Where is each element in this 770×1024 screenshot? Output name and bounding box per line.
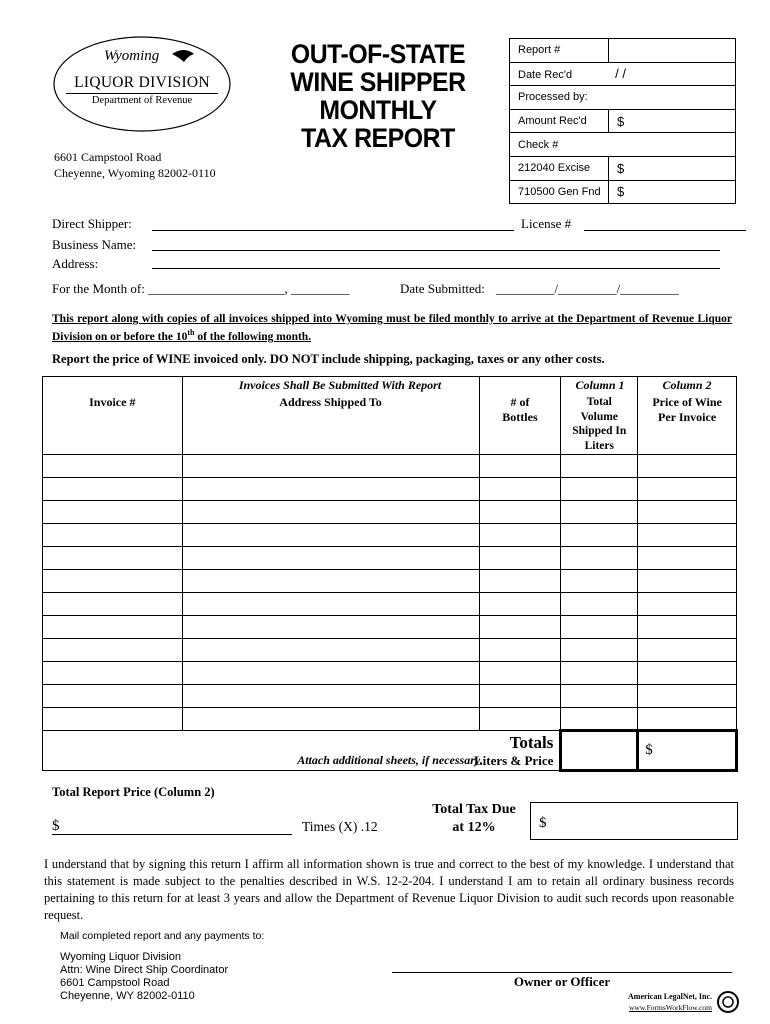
bottles-header-line1: # of (510, 395, 530, 409)
footer-url[interactable]: www.FormsWorkFlow.com (628, 1003, 712, 1012)
address-note: Invoices Shall Be Submitted With Report (238, 378, 442, 392)
total-report-price-label: Total Report Price (Column 2) (52, 785, 215, 799)
processed-by-field[interactable] (510, 86, 736, 110)
table-row[interactable] (43, 524, 737, 547)
total-liters-field[interactable] (561, 731, 638, 771)
affirmation-statement: I understand that by signing this return I affirm all information shown is true and correct to the best of my knowledge. I understand that this statement is made subject to the penalties described in W.S. 12-2-204. I understand I am to retain all ordinary business records pertaining to this return for at least 3 years and allow the Department of Revenue Liquor Division to audit such records upon reasonable request. (44, 857, 734, 922)
volume-header-line2: Volume (580, 410, 618, 423)
column2-label: Column 2 (662, 378, 712, 392)
mail-line3: 6601 Campstool Road (60, 977, 170, 989)
volume-header-line4: Liters (584, 439, 614, 452)
total-report-price-field[interactable] (52, 834, 292, 835)
direct-shipper-label: Direct Shipper: (52, 216, 132, 231)
title-line3: MONTHLY (319, 95, 437, 125)
logo-main-text: LIQUOR DIVISION (66, 74, 218, 94)
amount-received-field[interactable] (609, 109, 736, 133)
agency-address-line1: 6601 Campstool Road (54, 150, 162, 164)
price-instruction: Report the price of WINE invoiced only. DO NOT include shipping, packaging, taxes or any other costs. (52, 352, 605, 366)
notice-superscript: th (187, 328, 195, 337)
license-label: License # (521, 216, 572, 231)
title-line1: OUT-OF-STATE (290, 39, 466, 69)
tax-due-dollar-sign: $ (539, 815, 547, 831)
mail-heading: Mail completed report and any payments to: (60, 930, 265, 942)
logo-script-text: Wyoming (104, 48, 160, 64)
check-number-label: Check # (518, 138, 559, 151)
report-number-label: Report # (510, 39, 609, 63)
table-row[interactable] (43, 478, 737, 501)
tax-due-line1: Total Tax Due (432, 802, 516, 817)
direct-shipper-field[interactable] (152, 230, 514, 231)
volume-header-line1: Total (586, 396, 612, 408)
table-row[interactable] (43, 662, 737, 685)
logo-sub-text: Department of Revenue (91, 95, 193, 106)
table-row[interactable] (43, 708, 737, 731)
address-header: Address Shipped To (182, 377, 479, 455)
excise-label: 212040 Excise (510, 156, 609, 180)
amount-dollar-sign: $ (617, 113, 625, 129)
times-rate-label: Times (X) .12 (302, 819, 378, 834)
footer-company: American LegalNet, Inc. (628, 992, 712, 1001)
invoice-header: Invoice # (43, 377, 183, 455)
form-title (268, 40, 489, 152)
check-number-field[interactable] (510, 133, 736, 157)
invoice-table-header (43, 377, 737, 455)
attach-note: Attach additional sheets, if necessary. (297, 753, 483, 767)
mail-address (60, 951, 228, 1003)
table-row[interactable] (43, 547, 737, 570)
amount-received-label: Amount Rec'd (510, 109, 609, 133)
column1-label: Column 1 (575, 378, 625, 392)
date-received-label: Date Rec'd (518, 69, 573, 82)
address-label: Address: (52, 256, 99, 271)
gen-fund-dollar-sign: $ (617, 184, 625, 200)
table-row[interactable] (43, 455, 737, 478)
price-header-line2: Per Invoice (658, 410, 717, 424)
invoice-table (42, 376, 738, 772)
for-month-label: For the Month of: (52, 281, 145, 296)
excise-field[interactable] (609, 156, 736, 180)
date-received-slashes: / / (615, 66, 626, 82)
notice-text-b: of the following month. (194, 330, 312, 343)
for-month-field[interactable]: _____________________, _________ (148, 281, 350, 296)
tax-due-label (420, 801, 528, 837)
date-submitted-field[interactable]: _________/_________/_________ (496, 281, 679, 296)
signature-label: Owner or Officer (513, 974, 611, 989)
business-name-label: Business Name: (52, 237, 137, 252)
bottles-header (479, 377, 561, 455)
agency-address-line2: Cheyenne, Wyoming 82002-0110 (54, 166, 216, 180)
price-header (638, 377, 737, 455)
total-price-dollar-sign: $ (645, 742, 653, 758)
title-line4: TAX REPORT (301, 123, 455, 153)
mail-line1: Wyoming Liquor Division (60, 951, 181, 963)
total-price-field[interactable] (638, 731, 737, 771)
gen-fund-label: 710500 Gen Fnd (510, 180, 609, 204)
tax-due-line2: at 12% (452, 820, 496, 835)
liters-price-label: Liters & Price (473, 753, 554, 768)
table-row[interactable] (43, 616, 737, 639)
report-number-field[interactable] (609, 39, 736, 63)
liquor-division-logo (52, 34, 232, 134)
table-row[interactable] (43, 685, 737, 708)
footer-logo-icon (716, 990, 740, 1019)
filing-notice (52, 312, 732, 344)
table-row[interactable] (43, 593, 737, 616)
volume-header (561, 377, 638, 455)
table-row[interactable] (43, 570, 737, 593)
business-name-field[interactable] (152, 250, 720, 251)
excise-dollar-sign: $ (617, 160, 625, 176)
mail-line4: Cheyenne, WY 82002-0110 (60, 990, 195, 1002)
total-tax-due-field[interactable] (530, 802, 738, 840)
signature-field[interactable] (392, 972, 732, 973)
gen-fund-field[interactable] (609, 180, 736, 204)
notice-text-a: This report along with copies of all invoices shipped into Wyoming must be filed monthly to arrive at the Department of Revenue Liquor Division on or before the 10 (52, 313, 732, 343)
table-row[interactable] (43, 501, 737, 524)
address-field[interactable] (152, 268, 720, 269)
office-use-box (509, 38, 736, 204)
processed-by-label: Processed by: (518, 91, 588, 104)
price-header-line1: Price of Wine (652, 395, 722, 409)
bottles-header-line2: Bottles (502, 410, 538, 424)
totals-label: Totals (509, 733, 554, 752)
volume-header-line3: Shipped In (572, 425, 627, 437)
date-submitted-label: Date Submitted: (400, 281, 485, 296)
total-report-dollar-sign: $ (52, 818, 60, 834)
license-field[interactable] (584, 230, 746, 231)
date-received-row[interactable] (510, 62, 736, 86)
mail-line2: Attn: Wine Direct Ship Coordinator (60, 964, 229, 976)
table-row[interactable] (43, 639, 737, 662)
title-line2: WINE SHIPPER (290, 67, 466, 97)
